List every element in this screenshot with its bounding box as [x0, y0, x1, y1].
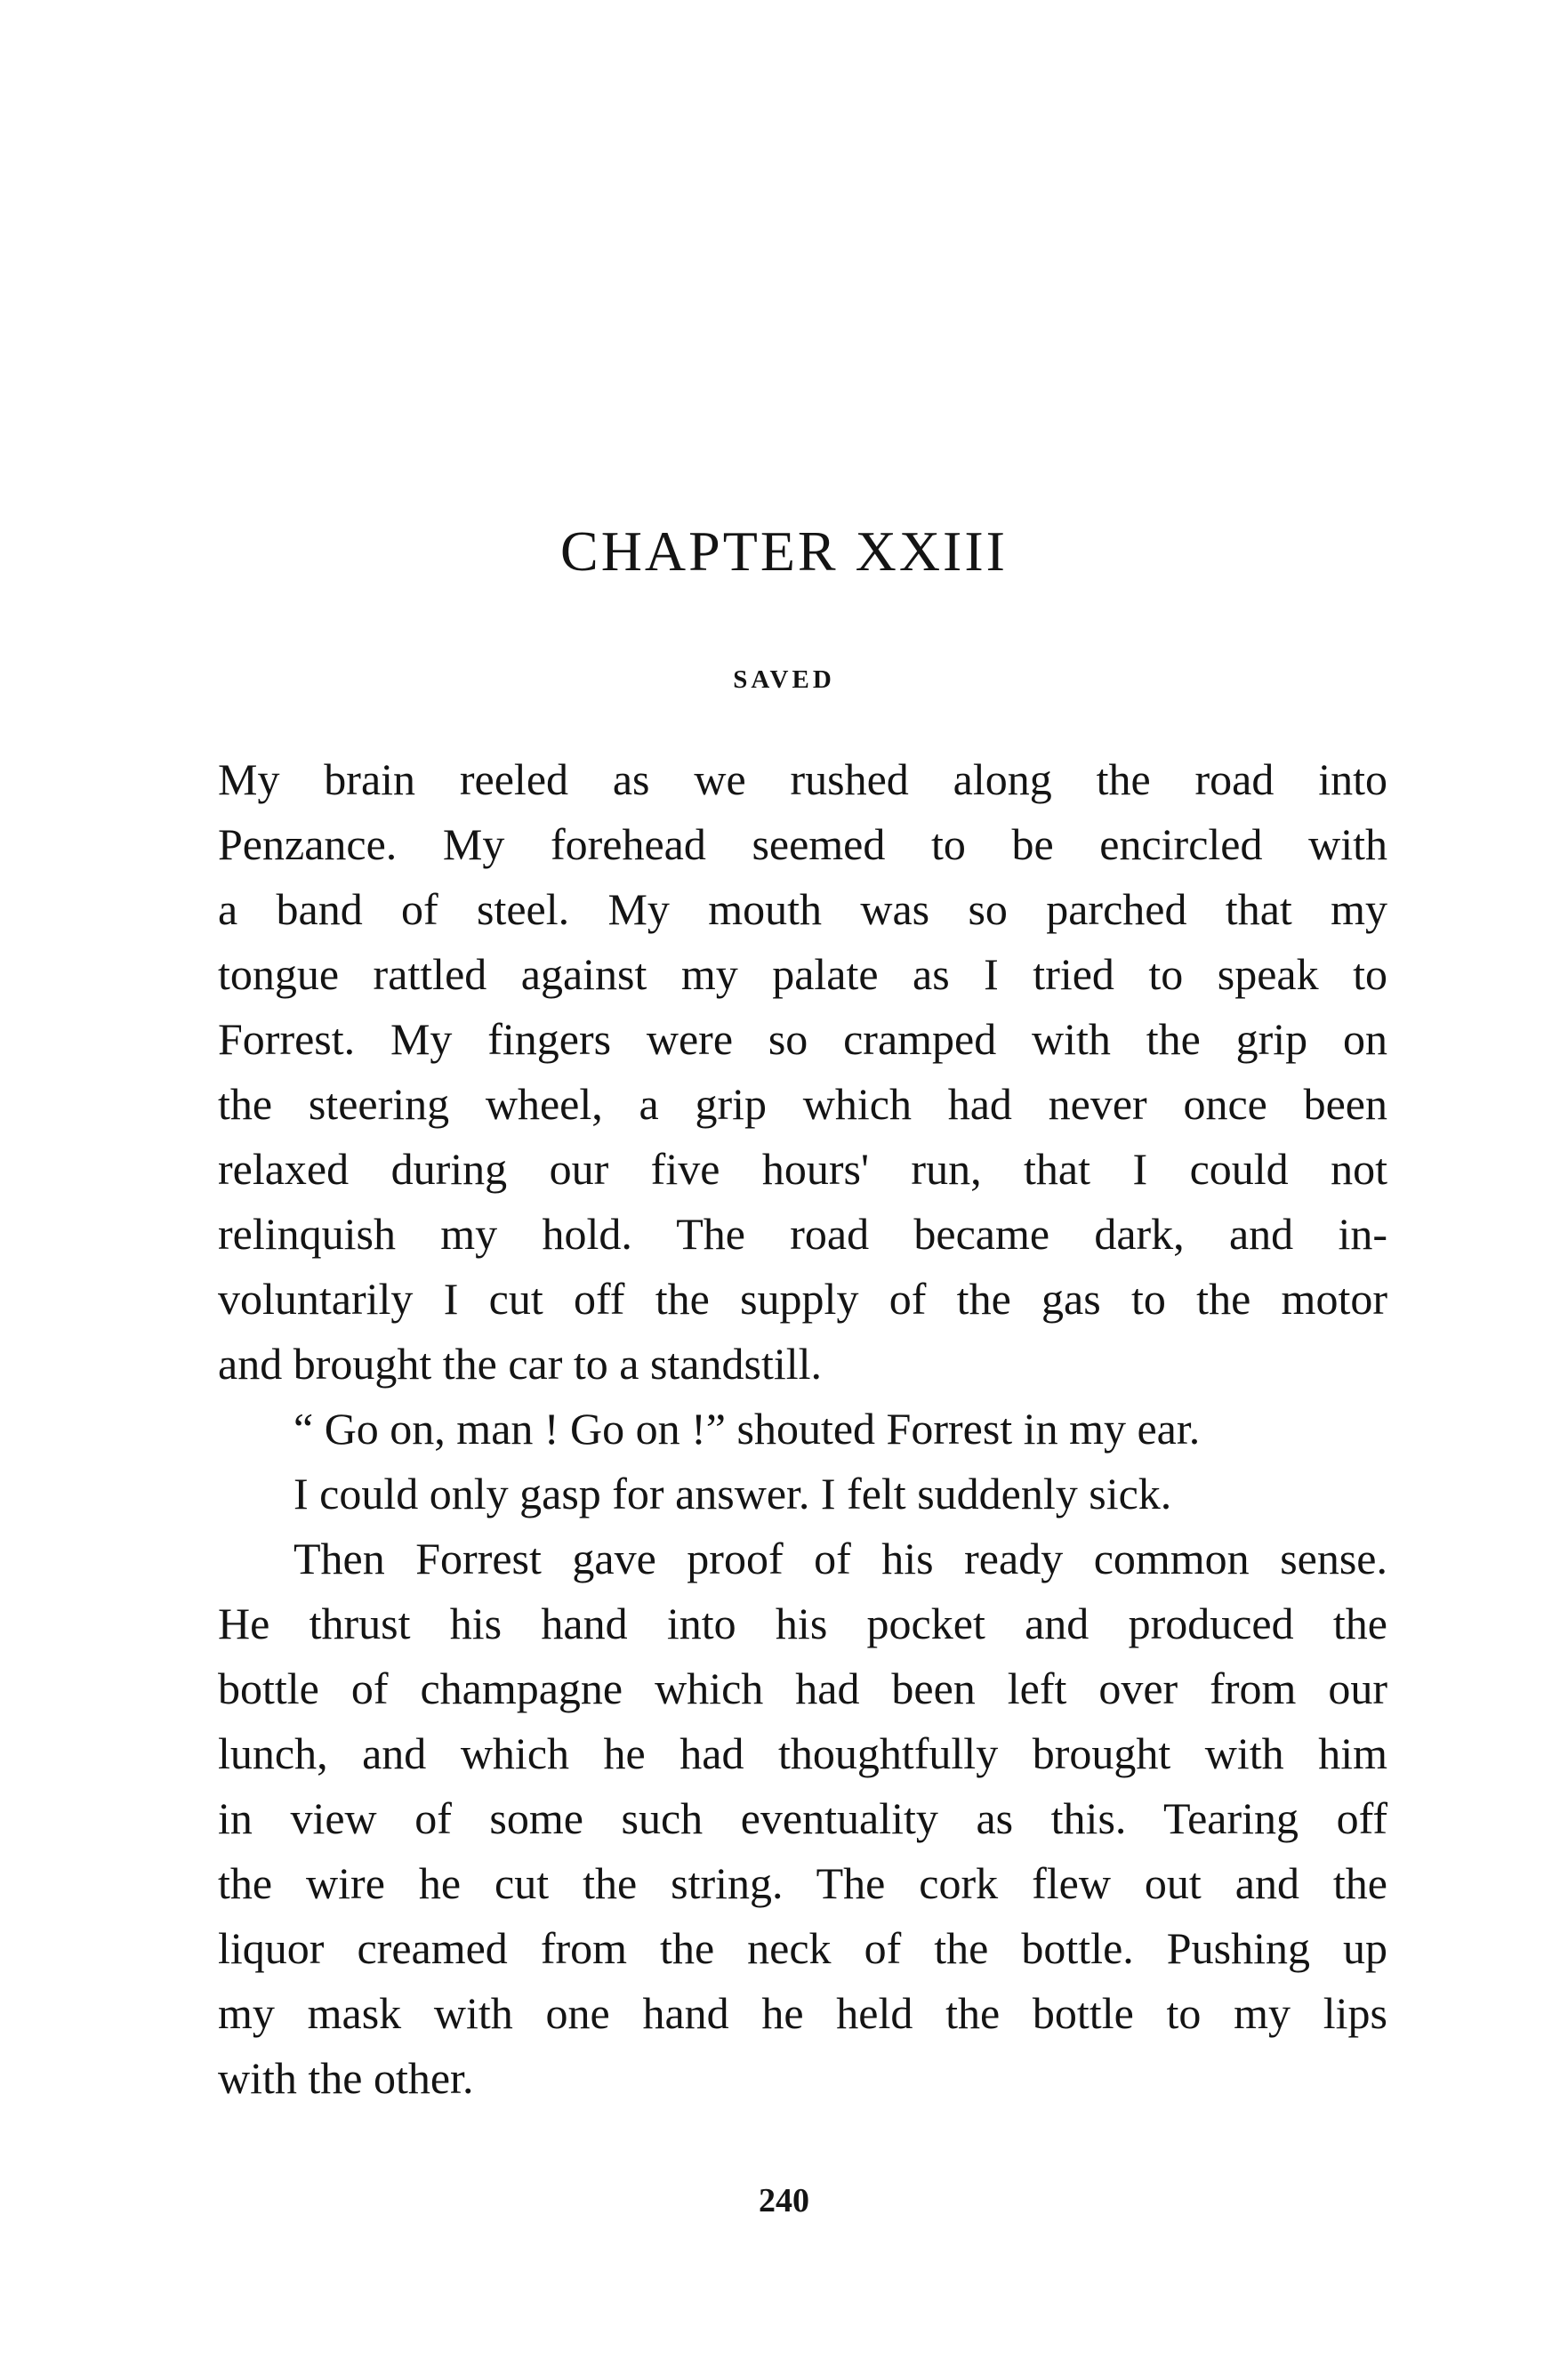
text-line: Then Forrest gave proof of his ready common sense. [293, 1534, 1387, 1583]
text-line: liquor creamed from the neck of the bottle. Pushing up [218, 1923, 1387, 1973]
page-number: 240 [759, 2182, 809, 2219]
text-line: Penzance. My forehead seemed to be encircled with [218, 819, 1387, 869]
text-line: the steering wheel, a grip which had never once been [218, 1079, 1387, 1129]
text-line: “ Go on, man ! Go on !” shouted Forrest in my ear. [293, 1404, 1201, 1454]
chapter-heading: CHAPTER XXIII [560, 520, 1008, 583]
chapter-title: SAVED [733, 665, 835, 694]
text-line: the wire he cut the string. The cork flew out and the [218, 1858, 1387, 1908]
text-line: bottle of champagne which had been left over from our [218, 1663, 1387, 1713]
text-line: I could only gasp for answer. I felt suddenly sick. [293, 1469, 1172, 1518]
text-line: Forrest. My fingers were so cramped with the grip on [218, 1014, 1387, 1064]
text-line: my mask with one hand he held the bottle to my lips [218, 1988, 1387, 2038]
text-line: relinquish my hold. The road became dark, and in- [218, 1209, 1387, 1259]
text-line: He thrust his hand into his pocket and produced the [218, 1599, 1387, 1648]
text-line: voluntarily I cut off the supply of the gas to the motor [218, 1274, 1387, 1324]
text-line: My brain reeled as we rushed along the road into [218, 754, 1387, 804]
body-text [218, 747, 1387, 2111]
text-line: lunch, and which he had thoughtfully brought with him [218, 1728, 1387, 1778]
text-line: relaxed during our five hours' run, that I could not [218, 1144, 1387, 1194]
text-line: tongue rattled against my palate as I tried to speak to [218, 949, 1387, 999]
text-line: with the other. [218, 2053, 474, 2103]
text-line: a band of steel. My mouth was so parched that my [218, 884, 1387, 934]
text-line: in view of some such eventuality as this. Tearing off [218, 1793, 1387, 1843]
text-line: and brought the car to a standstill. [218, 1339, 823, 1389]
